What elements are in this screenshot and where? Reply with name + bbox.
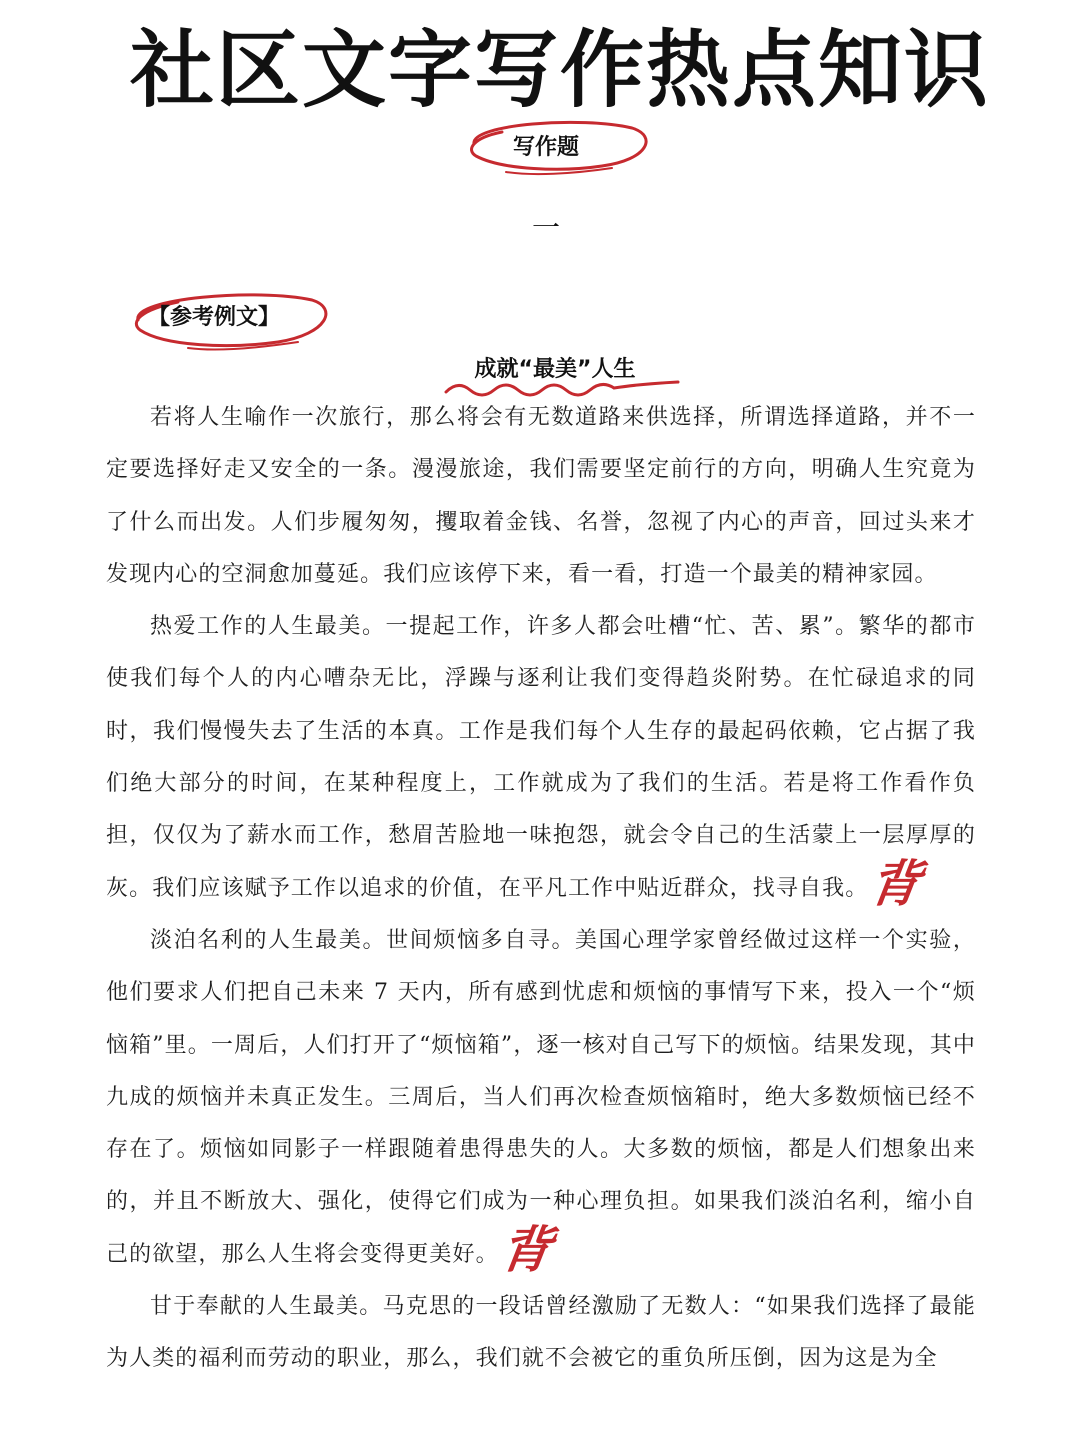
paragraph-intro: 若将人生喻作一次旅行，那么将会有无数道路来供选择，所谓选择道路，并不一定要选择好走又安全的一条。漫漫旅途，我们需要坚定前行的方向，明确人生究竟为了什么而出发。人们步履匆匆，攫取着金钱、名誉，忽视了内心的声音，回过头来才发现内心的空洞愈加蔓延。我们应该停下来，看一看，打造一个最美的精神家园。 (106, 405, 976, 587)
essay-title: 成就“最美”人生 (474, 357, 636, 382)
page-title: 社区文字写作热点知识 (129, 21, 990, 119)
memorize-mark: 背 (496, 1220, 556, 1279)
topic-badge (462, 114, 652, 178)
paragraph-dedication: 甘于奉献的人生最美。马克思的一段话曾经激励了无数人：“如果我们选择了最能为人类的福利而劳动的职业，那么，我们就不会被它的重负所压倒，因为这是为全 (106, 1294, 976, 1372)
section-number: 一 (531, 211, 560, 244)
reference-label (128, 286, 334, 354)
paragraph-fame (106, 915, 976, 1281)
memorize-mark: 背 (866, 854, 926, 913)
paragraph-work (106, 601, 976, 915)
paragraph-work-text: 热爱工作的人生最美。一提起工作，许多人都会吐槽“忙、苦、累”。繁华的都市使我们每个人的内心嘈杂无比，浮躁与逐利让我们变得趋炎附势。在忙碌追求的同时，我们慢慢失去了生活的本真。工作是我们每个人生存的最起码依赖，它占据了我们绝大部分的时间，在某种程度上，工作就成为了我们的生活。若是将工作看作负担，仅仅为了薪水而工作，愁眉苦脸地一味抱怨，就会令自己的生活蒙上一层厚厚的灰。我们应该赋予工作以追求的价值，在平凡工作中贴近群众，找寻自我。 (106, 614, 976, 901)
badge-label: 写作题 (512, 135, 579, 160)
ref-label-text: 【参考例文】 (148, 305, 281, 330)
paragraph-fame-text: 淡泊名利的人生最美。世间烦恼多自寻。美国心理学家曾经做过这样一个实验，他们要求人们把自己未来 7 天内，所有感到忧虑和烦恼的事情写下来，投入一个“烦恼箱”里。一周后，人们打开了“烦恼箱”，逐一核对自己写下的烦恼。结果发现，其中九成的烦恼并未真正发生。三周后，当人们再次检查烦恼箱时，绝大多数烦恼已经不存在了。烦恼如同影子一样跟随着患得患失的人。大多数的烦恼，都是人们想象出来的，并且不断放大、强化，使得它们成为一种心理负担。如果我们淡泊名利，缩小自己的欲望，那么人生将会变得更美好。 (106, 927, 976, 1267)
essay-body (106, 392, 976, 1386)
